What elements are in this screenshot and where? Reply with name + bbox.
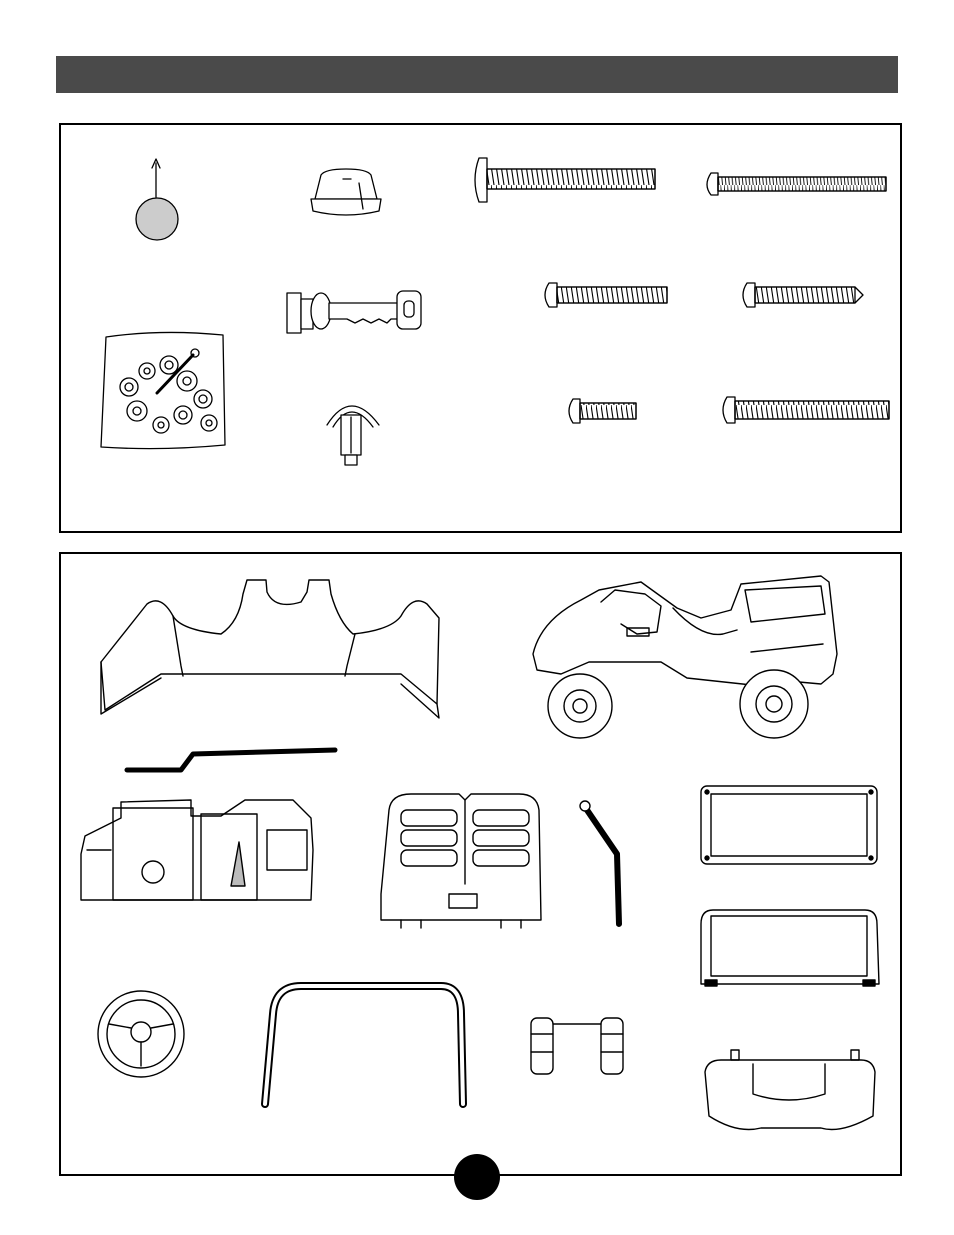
- ornament-icon: [136, 159, 178, 240]
- dashboard-icon: [81, 800, 313, 900]
- cover-icon: [705, 1050, 875, 1130]
- header-bar: [56, 56, 898, 93]
- clip-icon: [327, 406, 379, 465]
- bolt-icon: [707, 173, 886, 195]
- parts-panel: [59, 552, 902, 1176]
- frame-icon: [701, 910, 879, 986]
- knob-cap-icon: [311, 169, 381, 215]
- bumper-icon: [101, 580, 439, 718]
- key-icon: [287, 291, 421, 333]
- jeep-icon: [533, 576, 837, 738]
- roll-bar-icon: [265, 986, 463, 1104]
- rod-icon: [127, 750, 335, 770]
- hardware-panel: [59, 123, 902, 533]
- steering-wheel-icon: [98, 991, 184, 1077]
- screw-icon: [569, 399, 636, 423]
- seat-icon: [381, 794, 541, 928]
- bag-icon: [101, 332, 225, 448]
- bolt-icon: [475, 158, 655, 202]
- screw-icon: [545, 283, 667, 307]
- screw-icon: [743, 283, 863, 307]
- coupler-icon: [531, 1018, 623, 1074]
- frame-icon: [701, 786, 877, 864]
- page-number-badge: [454, 1154, 500, 1200]
- lever-icon: [580, 801, 619, 924]
- screw-icon: [723, 397, 889, 423]
